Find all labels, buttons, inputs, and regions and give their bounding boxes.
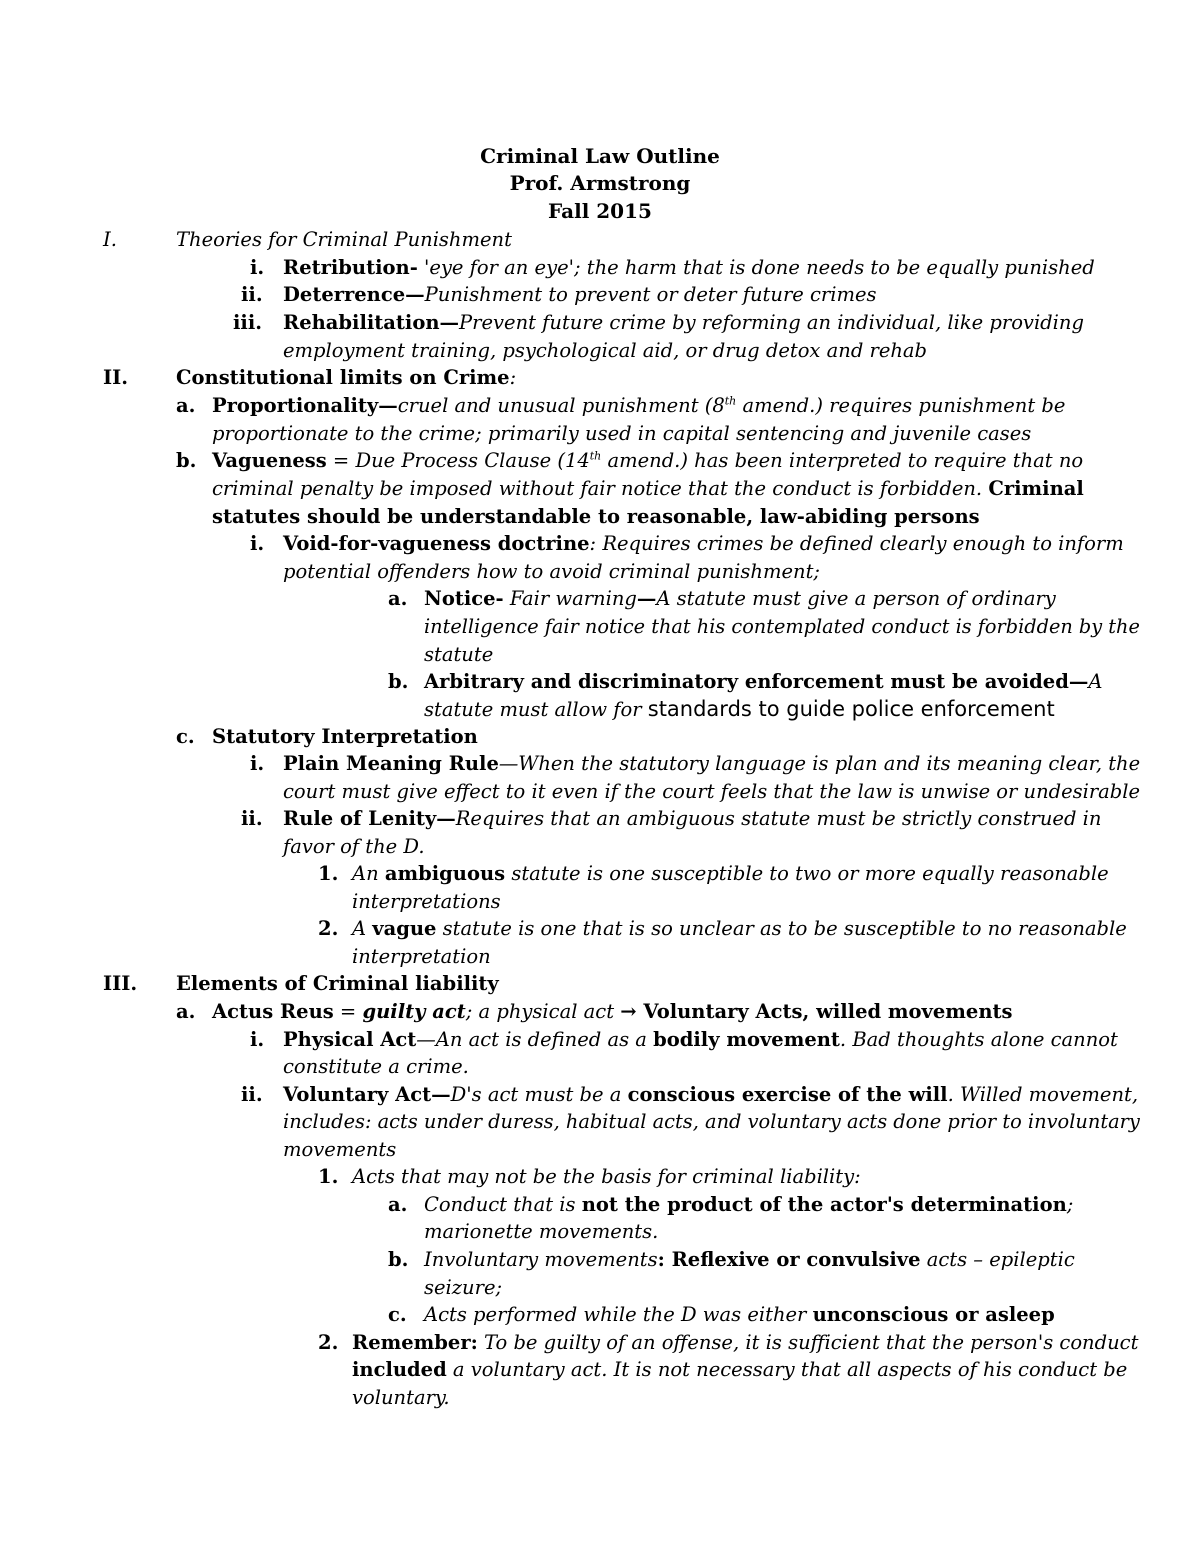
list-item: Remember: To be guilty of an offense, it is sufficient that the person's conduct — [352, 1331, 1139, 1354]
list-item: Proportionality—cruel and unusual punishment (8th amend.) requires punishment be — [212, 394, 1066, 417]
document-title: Criminal Law Outline — [480, 144, 720, 168]
list-item: A vague statute is one that is so unclear as to be susceptible to no reasonable — [352, 917, 1127, 940]
list-marker: a. — [176, 394, 196, 417]
list-marker: ii. — [241, 807, 263, 830]
section-marker: III. — [103, 972, 138, 995]
item-text: 'eye for an eye'; the harm that is done needs to be equally punished — [417, 256, 1095, 279]
item-text-continued: voluntary. — [352, 1386, 450, 1409]
list-item — [283, 254, 1095, 282]
item-term: Voluntary Act— — [283, 1083, 451, 1106]
item-term: Vagueness — [212, 449, 327, 472]
list-item: Arbitrary and discriminatory enforcement must be avoided—A — [424, 670, 1103, 693]
item-text-continued: statutes should be understandable to reasonable, law-abiding persons — [212, 505, 980, 528]
list-marker: ii. — [241, 1083, 263, 1106]
list-marker: b. — [176, 449, 197, 472]
list-item-term: Statutory Interpretation — [212, 725, 478, 748]
item-text-continued: proportionate to the crime; primarily used in capital sentencing and juvenile cases — [212, 422, 1032, 445]
item-text-continued: includes: acts under duress, habitual acts, and voluntary acts done prior to involuntary — [283, 1110, 1140, 1133]
item-term: Retribution- — [283, 256, 418, 279]
list-item: Vagueness = Due Process Clause (14th amend.) has been interpreted to require that no — [212, 449, 1084, 472]
item-term: Actus Reus — [212, 1000, 334, 1023]
list-marker: 2. — [318, 917, 339, 940]
item-text-continued: included a voluntary act. It is not necessary that all aspects of his conduct be — [352, 1358, 1128, 1381]
section-heading: Elements of Criminal liability — [176, 972, 499, 995]
item-text-continued: statute — [424, 643, 494, 666]
list-item: Plain Meaning Rule—When the statutory language is plan and its meaning clear, the — [283, 752, 1141, 775]
list-item — [283, 281, 877, 309]
item-text-continued: seizure; — [424, 1276, 503, 1299]
item-term: Rehabilitation— — [283, 311, 460, 334]
list-marker: b. — [388, 670, 409, 693]
item-text-continued: intelligence fair notice that his contemplated conduct is forbidden by the — [424, 615, 1140, 638]
list-marker: a. — [388, 587, 408, 610]
item-text-continued: statute must allow for standards to guide police enforcement — [424, 697, 1055, 721]
list-item: An ambiguous statute is one susceptible to two or more equally reasonable — [352, 862, 1109, 885]
item-text-continued: court must give effect to it even if the court feels that the law is unwise or undesirable — [283, 780, 1141, 803]
item-term: Notice- — [424, 587, 504, 610]
item-term: Physical Act — [283, 1028, 417, 1051]
list-marker: iii. — [233, 311, 263, 334]
arrow-icon: → — [620, 1000, 637, 1023]
list-item: Void-for-vagueness doctrine: Requires crimes be defined clearly enough to inform — [283, 532, 1124, 555]
item-text: Prevent future crime by reforming an individual, like providing — [459, 311, 1084, 334]
list-item: Voluntary Act—D's act must be a conscious exercise of the will. Willed movement, — [283, 1083, 1139, 1106]
list-item: Conduct that is not the product of the actor's determination; — [424, 1193, 1074, 1216]
item-term: Void-for-vagueness doctrine — [283, 532, 590, 555]
list-marker: i. — [250, 752, 265, 775]
list-marker: i. — [250, 256, 265, 279]
section-marker: II. — [103, 366, 129, 389]
item-text-continued: potential offenders how to avoid criminal punishment; — [283, 560, 820, 583]
item-text-continued: marionette movements. — [424, 1220, 659, 1243]
item-text-continued: employment training, psychological aid, or drug detox and rehab — [283, 339, 928, 362]
document-term: Fall 2015 — [548, 199, 652, 223]
item-term: Rule of Lenity— — [283, 807, 456, 830]
item-text-continued: interpretation — [352, 945, 491, 968]
item-text-continued: movements — [283, 1138, 397, 1161]
list-item: Involuntary movements: Reflexive or convulsive acts – epileptic — [424, 1248, 1075, 1271]
item-text-continued: interpretations — [352, 890, 501, 913]
list-marker: c. — [388, 1303, 407, 1326]
document-professor: Prof. Armstrong — [509, 171, 691, 195]
item-text-continued: criminal penalty be imposed without fair notice that the conduct is forbidden. Criminal — [212, 477, 1084, 500]
section-heading: Constitutional limits on Crime: — [176, 366, 517, 389]
list-item — [283, 309, 1084, 337]
list-marker: 2. — [318, 1331, 339, 1354]
item-term: Arbitrary and discriminatory enforcement must be avoided— — [424, 670, 1089, 693]
list-item: Actus Reus = guilty act; a physical act → Voluntary Acts, willed movements — [212, 1000, 1013, 1023]
section-marker: I. — [103, 228, 117, 251]
list-item: Acts performed while the D was either unconscious or asleep — [424, 1303, 1055, 1326]
list-marker: a. — [388, 1193, 408, 1216]
list-marker: ii. — [241, 283, 263, 306]
item-text-continued: constitute a crime. — [283, 1055, 469, 1078]
item-text: Punishment to prevent or deter future crimes — [424, 283, 877, 306]
list-item: Rule of Lenity—Requires that an ambiguous statute must be strictly construed in — [283, 807, 1102, 830]
item-term: Proportionality— — [212, 394, 398, 417]
list-marker: i. — [250, 532, 265, 555]
list-marker: 1. — [318, 862, 339, 885]
list-item: Physical Act—An act is defined as a bodily movement. Bad thoughts alone cannot — [283, 1028, 1118, 1051]
item-term: Plain Meaning Rule — [283, 752, 499, 775]
item-text-continued: favor of the D. — [283, 835, 425, 858]
item-term: Deterrence— — [283, 283, 425, 306]
list-marker: 1. — [318, 1165, 339, 1188]
list-marker: c. — [176, 725, 195, 748]
list-marker: a. — [176, 1000, 196, 1023]
item-term: Remember: — [352, 1331, 478, 1354]
list-item: Acts that may not be the basis for criminal liability: — [352, 1165, 861, 1188]
list-marker: i. — [250, 1028, 265, 1051]
section-heading: Theories for Criminal Punishment — [176, 228, 512, 251]
list-marker: b. — [388, 1248, 409, 1271]
list-item: Notice- Fair warning—A statute must give a person of ordinary — [424, 587, 1056, 610]
